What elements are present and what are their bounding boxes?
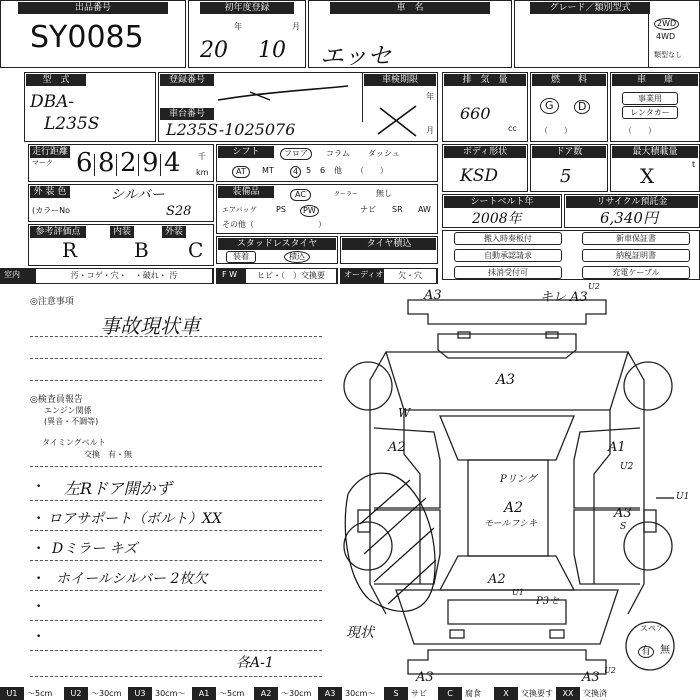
model-value-line1: DBA- [30,92,75,112]
displacement-unit: cc [508,124,517,133]
lot-number-label: 出品番号 [18,2,168,14]
legend-value: 交換済 [580,687,608,700]
legend-key: A1 [192,687,216,700]
mark-rear-bumper-right-sub: U2 [604,666,616,675]
inspector-item-2: ロアサポート（ボルト）XX [48,511,222,527]
usage-other: （ ） [624,126,656,135]
bullet-3: • [36,544,42,554]
inspector-line-4 [30,590,322,591]
inspector-line-1 [30,500,322,501]
bullet-6: • [36,632,42,642]
doc-charger: 充電ケーブル [582,266,690,279]
shift-gear-6: 6 [320,166,326,175]
spare-label: スペア [640,624,664,633]
fuel-label: 燃 料 [532,74,606,86]
grades-interior-label: 内装 [110,226,134,238]
seatbelt-label: シートベルト年 [444,196,560,208]
inspector-timing: タイミングベルト [42,438,106,447]
inspector-line-2 [30,530,322,531]
doc-auto: 自動承認請求 [454,249,562,262]
mileage-digit: 2 [120,148,137,178]
mileage-unit-thousand: 千 [198,152,206,161]
mark-roof: A2 [504,500,524,516]
grades-exterior: C [188,238,204,262]
studless-label: スタッドレスタイヤ [218,238,336,250]
bullet-4: • [36,574,42,584]
rear-window [440,556,574,590]
first-reg-year: 20 [200,38,228,63]
inspector-engine: エンジン関係 [44,406,92,415]
body-shape-label: ボディ形状 [444,146,526,158]
legend-value: ～5cm [216,687,254,700]
car-name-label: 車 名 [330,2,490,14]
wheel-front-left [344,362,392,410]
legend-key: XX [556,687,580,700]
mark-right-edge: U1 [676,492,690,502]
mileage-mark-label: マーク [32,159,53,167]
wheel-rear-left [344,522,392,570]
usage-business: 事業用 [622,92,678,105]
inspector-signature: 各A-1 [236,655,274,671]
legend-value: 腐食 [462,687,494,700]
doc-tax: 納税証明書 [582,249,690,262]
equipment-ac: AC [290,189,311,201]
doc-deregister: 抹消受付可 [454,266,562,279]
mark-left-fender: W [398,406,411,420]
first-reg-month-label: 月 [292,22,300,31]
grade-label: グレード／類別型式 [530,2,650,14]
doc-warranty: 新車保証書 [582,232,690,245]
fuel-other: （ ） [540,126,572,135]
inspector-title: ◎検査員報告 [30,395,83,405]
inspector-line-7 [30,676,322,677]
bullet-5: • [36,602,42,612]
notes-line1: 事故現状車 [100,314,200,338]
shift-floor: フロア [280,148,312,160]
mark-left-front-door: A2 [388,440,406,455]
mileage-digit-divider [116,154,117,176]
rear-body [396,590,618,644]
grades-interior: B [134,238,149,262]
usage-label: 車 庫 [612,74,698,86]
legend-key: U2 [64,687,88,700]
grades-score: R [62,238,78,262]
capacity-label: 最大積載量 [612,146,698,158]
equipment-navi: ナビ [360,205,376,214]
tail-light-right [550,630,564,638]
grade-4wd: 4WD [656,32,676,41]
first-registration-label: 初年度登録 [200,2,294,14]
audio-label: オーディオ [344,270,384,279]
shift-other: （ ） [356,166,388,175]
legend-key: A2 [254,687,278,700]
notes-line-2 [30,358,322,359]
lot-number-value: SY0085 [30,20,144,55]
mileage-digit-divider [160,154,161,176]
mark-rear-bumper: A3 [416,670,434,685]
equipment-none: 無し [376,189,392,198]
mileage-digit-divider [138,154,139,176]
grades-label: 参考評価点 [30,226,86,238]
mileage-digit: 9 [142,148,159,178]
mileage-digit: 4 [164,148,181,178]
usage-rental: レンタカー [622,106,678,119]
legend-value: ～30cm [278,687,318,700]
inspection-month-label: 月 [426,126,434,135]
model-label: 型 式 [26,74,86,86]
inspector-engine-sub: (異音・不調等) [44,417,99,426]
mark-left-note: 現状 [346,625,374,641]
legend-value: サビ [408,687,438,700]
chassis-label: 車台番号 [160,108,214,120]
mark-right-front-door-sub: U2 [620,462,634,472]
legend-key: C [438,687,462,700]
notes-line-1 [30,336,322,337]
mark-trunk-sub: U1 [512,588,524,597]
grade-none: 類型なし [654,51,682,59]
equipment-aw: AW [418,205,431,214]
shift-mt: MT [262,166,274,175]
chassis-value: L235S-1025076 [166,120,296,139]
grille-left [458,332,470,338]
shift-at: AT [232,166,250,178]
exterior-color-code-label: (カラーNo [32,206,70,215]
mark-right-rear-door-sub: S [620,522,627,532]
inspector-item-4: ホイールシルバー 2枚欠 [56,571,208,587]
legend-key: U1 [0,687,24,700]
legend-value: ～5cm [24,687,64,700]
legend-key: X [494,687,518,700]
left-front-door [374,428,440,508]
displacement-label: 排 気 量 [444,74,526,86]
mark-roof-label: Pリング [500,474,537,485]
fuel-d: D [574,100,590,114]
audio-items: 欠・穴 [384,269,436,283]
inspection-label: 車検期限 [364,74,436,86]
shift-gear-4: 4 [290,166,301,178]
body-shape-value: KSD [460,166,498,186]
mileage-digit-divider [94,154,95,176]
equipment-pw: PW [300,205,319,217]
inspector-item-3: Dミラー キズ [52,541,138,557]
mark-right-rear-door: A3 [614,506,632,521]
seatbelt-value: 2008年 [472,211,522,227]
shift-label: シフト [218,146,274,158]
equipment-cooler: クーラー [334,191,359,198]
capacity-unit: t [692,160,696,169]
left-side-outline [370,352,420,614]
first-reg-year-label: 年 [234,22,242,31]
notes-line-3 [30,380,322,381]
displacement-value: 660 [460,104,491,123]
exterior-color-value: シルバー [110,187,165,203]
mark-hood: A3 [496,372,516,388]
equipment-ps: PS [276,205,286,214]
legend-key: U3 [128,687,152,700]
exterior-color-label: 外 装 色 [30,186,70,198]
legend-value: ～30cm [88,687,128,700]
bullet-2: • [36,514,42,524]
right-side-outline [594,352,644,614]
tire-load-label: タイヤ積込 [342,238,436,250]
mark-rear-right: P3セ [536,596,560,607]
doors-value: 5 [560,166,572,187]
shift-dash: ダッシュ [368,149,400,158]
right-pillar-bump [644,510,656,532]
recycle-label: リサイクル預託金 [566,196,698,208]
equipment-airbag: エアバッグ [222,206,257,214]
first-reg-month: 10 [258,38,286,63]
mileage-label: 走行距離 [31,147,68,157]
wheel-rear-right [624,522,672,570]
fw-items: ヒビ・（ ）交換要 [246,269,336,283]
inspector-line-3 [30,560,322,561]
doors-label: ドア数 [532,146,606,158]
fw-label: F W [222,270,238,279]
mileage-unit-km: km [196,168,209,177]
inspector-line-6 [30,650,322,651]
mark-right-front-door: A1 [608,440,626,455]
shift-gear-5: 5 [306,166,312,175]
grade-2wd: 2WD [654,18,679,30]
mileage-digit: 6 [76,148,93,178]
equipment-sr: SR [392,205,403,214]
equipment-other: その他（ ） [222,220,326,229]
bullet-1: • [36,482,42,492]
studless-mounted: 装着 [226,251,256,263]
legend-value: 30cm～ [342,687,384,700]
right-rear-door [574,510,640,584]
doc-entry: 搬入時奏板付 [454,232,562,245]
fuel-g: G [540,98,559,114]
interior-cond-items: 汚・コゲ・穴・ ・破れ・ 汚 [36,269,212,283]
wheel-front-right [624,362,672,410]
legend-key: A3 [318,687,342,700]
model-value-line2: L235S [44,114,100,134]
car-name-value: エッセ [320,42,392,70]
legend-key: S [384,687,408,700]
spare-no: 無 [660,645,670,656]
grade-divider [648,14,649,68]
interior-cond-label: 室内 [4,270,20,279]
rear-bumper-shape [408,650,606,674]
shift-gear-suffix: 他 [334,166,342,175]
windshield [440,416,574,460]
inspector-swap: 交換 有・無 [84,450,132,459]
exterior-color-code: S28 [166,204,192,219]
mileage-digit: 8 [98,148,115,178]
spare-yes: 有 [638,646,654,658]
mark-trunk: A2 [488,572,506,587]
inspection-year-label: 年 [426,92,434,101]
recycle-value: 6,340円 [600,209,658,227]
legend-value: 交換要す [518,687,556,700]
registration-no-label: 登録番号 [160,74,214,86]
grades-exterior-label: 外装 [162,226,186,238]
mark-front-bumper-right-sub: U2 [588,282,600,291]
shift-column: コラム [326,149,350,158]
studless-loaded: 積込 [284,251,310,263]
damage-hatching [345,473,436,611]
mark-roof-sub: モールフシキ [484,519,538,529]
inspector-item-1: 左Rドア開かず [64,479,172,498]
inspector-line-5 [30,620,322,621]
mark-front-bumper-right: キレ A3 [540,290,588,305]
capacity-value: X [640,164,655,188]
grille-right [546,332,558,338]
inspector-line-0 [30,466,322,467]
mark-front-bumper: A3 [424,288,442,303]
mark-rear-bumper-right: A3 [582,670,600,685]
tail-light-left [450,630,464,638]
equipment-label: 装備品 [218,186,274,198]
legend-value: 30cm～ [152,687,192,700]
registration-scribbles [158,72,438,142]
notes-title: ◎注意事項 [30,297,74,307]
